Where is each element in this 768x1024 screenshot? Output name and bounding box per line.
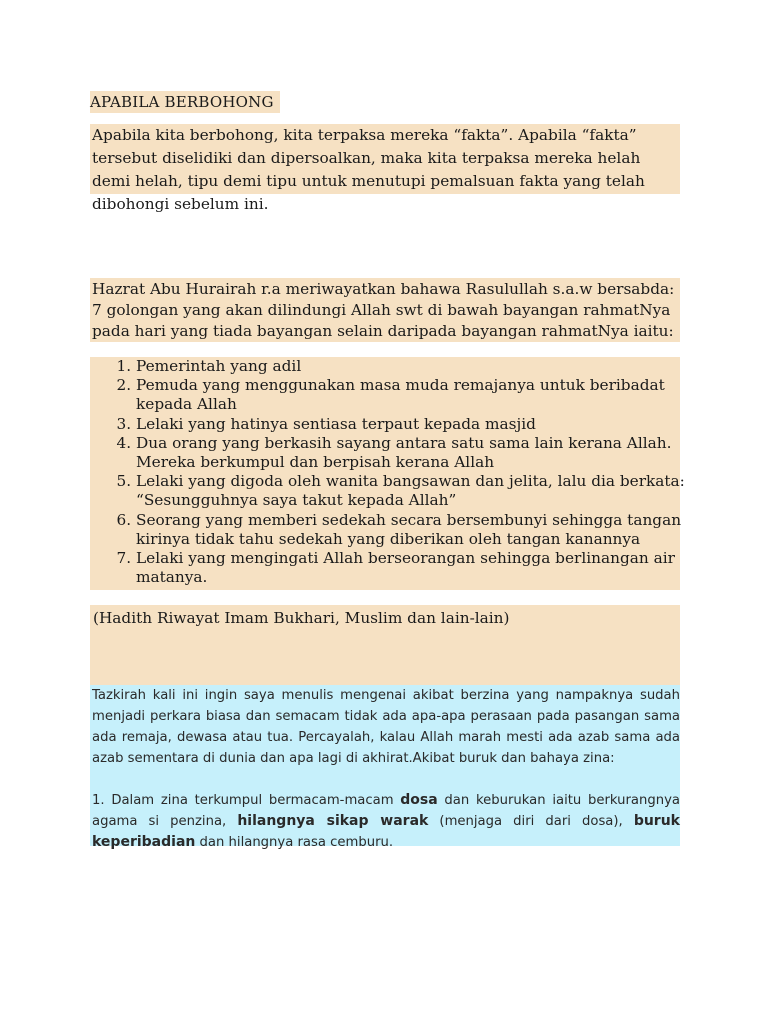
list-item: 7. Lelaki yang mengingati Allah berseorangan sehingga berlinangan air matanya. (136, 549, 696, 587)
intro-paragraph: Apabila kita berbohong, kita terpaksa mereka “fakta”. Apabila “fakta” tersebut diselidiki dan dipersoalkan, maka kita terpaksa mereka helah demi helah, tipu demi tipu untuk menutupi pemalsuan fakta yang telah dibohongi sebelum ini. (90, 124, 680, 194)
point-one-bold-dosa: dosa (400, 792, 438, 808)
list-item: 6. Seorang yang memberi sedekah secara bersembunyi sehingga tangan kirinya tidak tahu sedekah yang diberikan oleh tangan kanannya (136, 511, 696, 549)
point-one-text-2: dan keburukan iaitu berkurangnya agama si penzina, (92, 793, 680, 829)
list-item: 1. Pemerintah yang adil (136, 357, 696, 376)
point-one-bold-keperibadian: buruk keperibadian (92, 813, 680, 850)
seven-groups-list (108, 357, 696, 587)
point-one-text-3: (menjaga diri dari dosa), (428, 814, 634, 829)
point-one-bold-warak: hilangnya sikap warak (237, 813, 429, 829)
point-one-text-4: dan hilangnya rasa cemburu. (195, 835, 394, 850)
hadith-reference: (Hadith Riwayat Imam Bukhari, Muslim dan lain-lain) (90, 605, 680, 685)
seven-groups-list-block (90, 357, 685, 590)
tazkirah-paragraph: Tazkirah kali ini ingin saya menulis mengenai akibat berzina yang nampaknya sudah menjadi perkara biasa dan semacam tidak ada apa-apa perasaan pada pasangan sama ada remaja, dewasa atau tua. Percayalah, kalau Allah marah mesti ada azab sama ada azab sementara di dunia dan apa lagi di akhirat.Akibat buruk dan bahaya zina: (92, 688, 680, 766)
list-item: 5. Lelaki yang digoda oleh wanita bangsawan dan jelita, lalu dia berkata: “Sesungguhnya saya takut kepada Allah” (136, 472, 696, 510)
point-one-paragraph (92, 790, 680, 853)
point-one-text-1: 1. Dalam zina terkumpul bermacam-macam (92, 793, 401, 808)
list-item: 4. Dua orang yang berkasih sayang antara satu sama lain kerana Allah. Mereka berkumpul dan berpisah kerana Allah (136, 434, 696, 472)
tazkirah-block (90, 685, 680, 850)
hadith-intro-paragraph: Hazrat Abu Hurairah r.a meriwayatkan bahawa Rasulullah s.a.w bersabda: 7 golongan yang akan dilindungi Allah swt di bawah bayangan rahmatNya pada hari yang tiada bayangan selain daripada bayangan rahmatNya iaitu: (90, 278, 680, 342)
document-title: APABILA BERBOHONG (90, 91, 280, 113)
list-item: 2. Pemuda yang menggunakan masa muda remajanya untuk beribadat kepada Allah (136, 376, 696, 414)
list-item: 3. Lelaki yang hatinya sentiasa terpaut kepada masjid (136, 415, 696, 434)
